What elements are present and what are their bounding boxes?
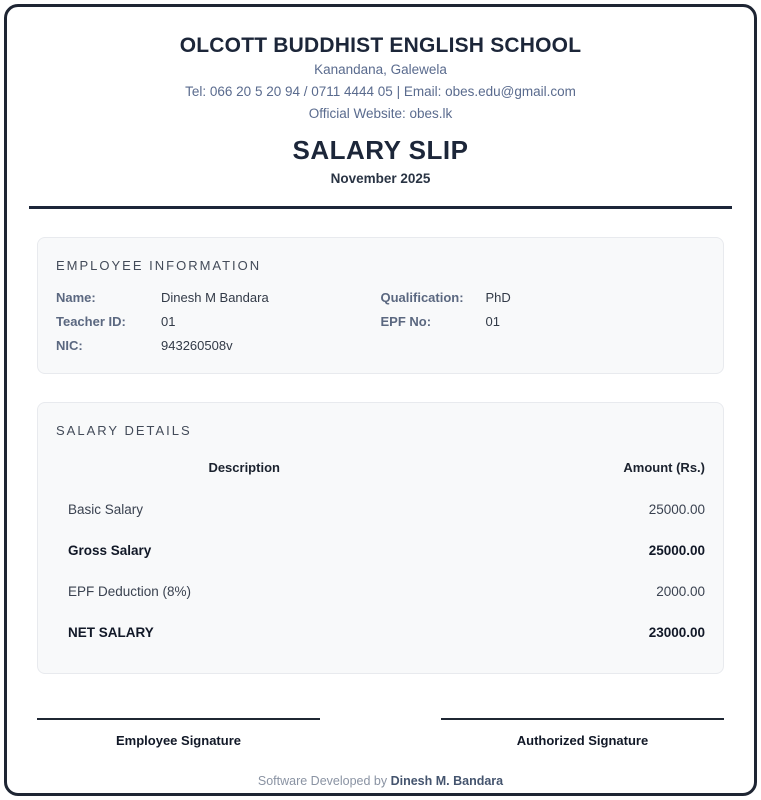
column-header-amount: Amount (Rs.) xyxy=(623,460,705,475)
header-divider xyxy=(29,206,732,209)
table-row-basic-salary xyxy=(56,489,705,530)
epf-deduction-description: EPF Deduction (8%) xyxy=(68,584,192,599)
field-name-label: Name: xyxy=(56,290,96,305)
field-qualification-value: PhD xyxy=(485,290,511,305)
salary-table xyxy=(56,450,705,653)
employee-signature-block xyxy=(37,718,320,748)
field-qualification xyxy=(381,291,706,305)
employee-information-title: EMPLOYEE INFORMATION xyxy=(56,258,262,273)
field-qualification-label: Qualification: xyxy=(380,290,464,305)
document-title: SALARY SLIP xyxy=(292,135,469,165)
footer xyxy=(7,774,754,788)
school-name: OLCOTT BUDDHIST ENGLISH SCHOOL xyxy=(179,34,582,57)
footer-prefix: Software Developed by xyxy=(257,774,391,788)
salary-details-title: SALARY DETAILS xyxy=(56,423,192,438)
school-website: Official Website: obes.lk xyxy=(308,106,453,121)
employee-signature-line xyxy=(37,718,320,720)
signatures-section xyxy=(37,718,724,748)
school-contact: Tel: 066 20 5 20 94 / 0711 4444 05 | Email: obes.edu@gmail.com xyxy=(185,84,576,99)
field-epf-no-label: EPF No: xyxy=(380,314,432,329)
salary-table-header-row xyxy=(56,450,705,489)
footer-developer-name: Dinesh M. Bandara xyxy=(390,774,504,788)
basic-salary-description: Basic Salary xyxy=(68,502,144,517)
field-name xyxy=(56,291,381,305)
field-teacher-id-label: Teacher ID: xyxy=(56,314,126,329)
gross-salary-description: Gross Salary xyxy=(68,543,152,558)
field-nic xyxy=(56,339,381,353)
field-nic-label: NIC: xyxy=(56,338,83,353)
document-header xyxy=(7,33,754,190)
net-salary-amount: 23000.00 xyxy=(648,625,705,640)
column-header-description: Description xyxy=(208,460,280,475)
authorized-signature-line xyxy=(441,718,724,720)
table-row-gross-salary xyxy=(56,530,705,571)
gross-salary-amount: 25000.00 xyxy=(648,543,705,558)
table-row-epf-deduction xyxy=(56,571,705,612)
authorized-signature-label: Authorized Signature xyxy=(516,733,649,748)
employee-information-card xyxy=(37,237,724,374)
field-epf-no-value: 01 xyxy=(485,314,500,329)
table-row-net-salary xyxy=(56,612,705,653)
field-epf-no xyxy=(381,315,706,329)
field-teacher-id xyxy=(56,315,381,329)
school-address: Kanandana, Galewela xyxy=(314,62,447,77)
salary-details-card xyxy=(37,402,724,674)
employee-signature-label: Employee Signature xyxy=(116,733,241,748)
net-salary-description: NET SALARY xyxy=(68,625,154,640)
field-teacher-id-value: 01 xyxy=(161,314,176,329)
salary-slip-document xyxy=(4,4,757,796)
field-nic-value: 943260508v xyxy=(161,338,233,353)
epf-deduction-amount: 2000.00 xyxy=(656,584,705,599)
field-name-value: Dinesh M Bandara xyxy=(161,290,269,305)
authorized-signature-block xyxy=(441,718,724,748)
basic-salary-amount: 25000.00 xyxy=(648,502,705,517)
employee-info-grid xyxy=(56,291,705,353)
salary-period: November 2025 xyxy=(330,171,431,186)
